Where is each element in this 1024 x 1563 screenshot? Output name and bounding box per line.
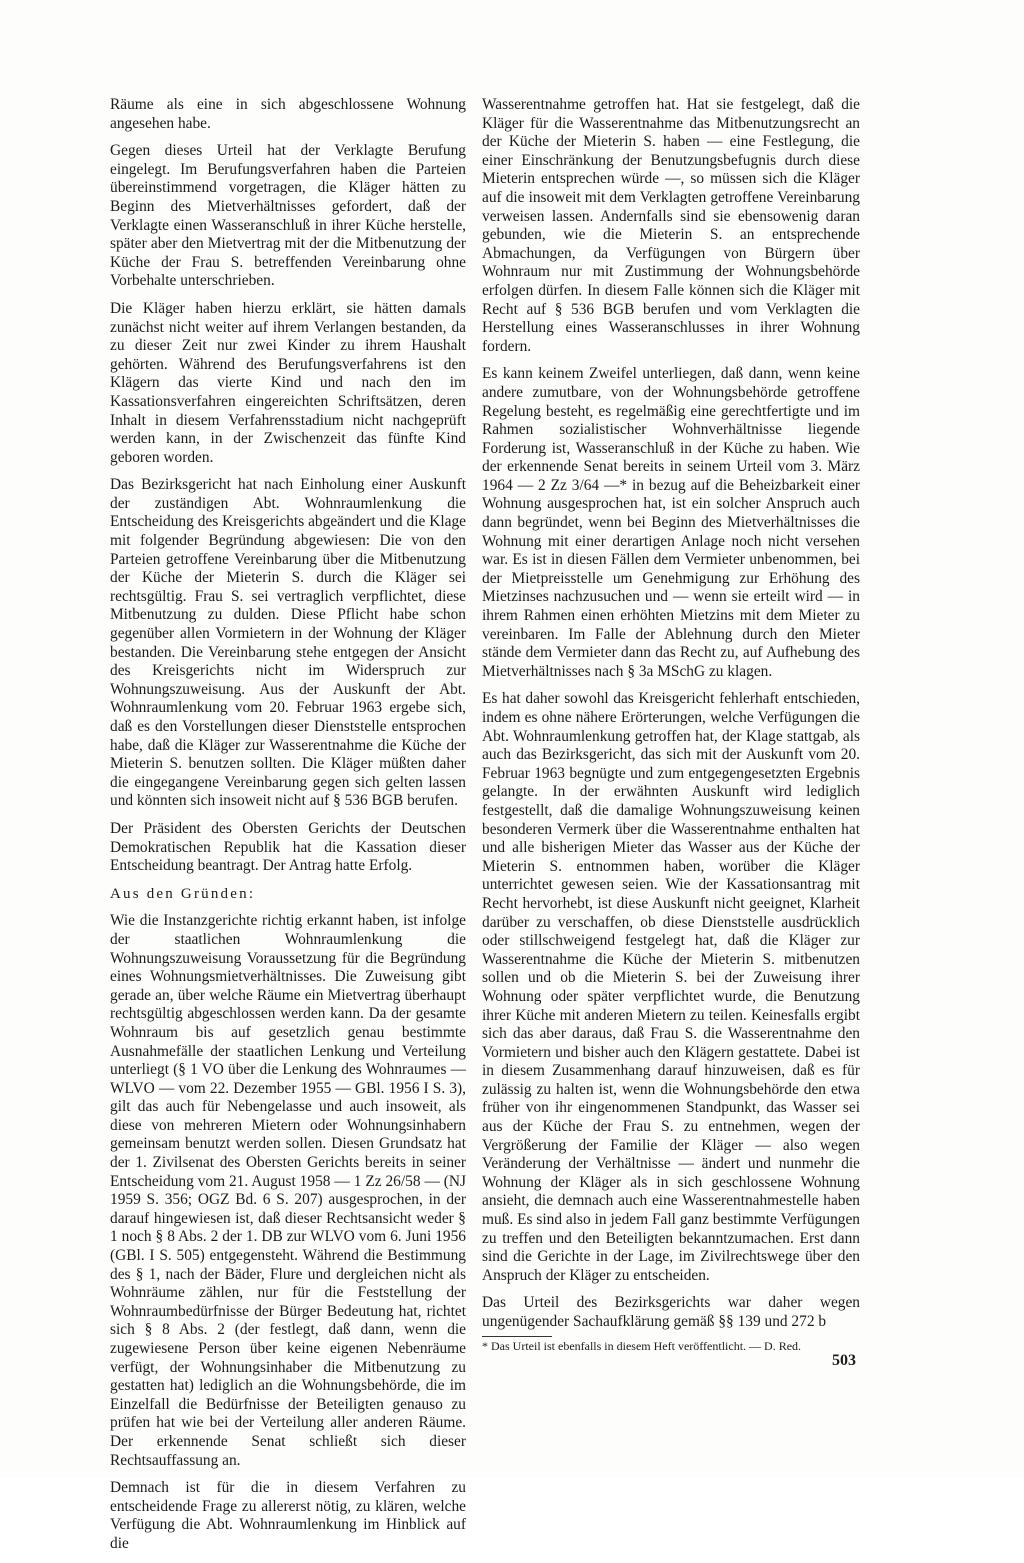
footnote-divider	[482, 1336, 552, 1337]
page-number: 503	[832, 1352, 856, 1369]
paragraph: Demnach ist für die in diesem Verfahren zu entscheidende Frage zu allererst nötig, zu klären, welche Verfügung die Abt. Wohnraumlenkung im Hinblick auf die	[110, 1479, 466, 1552]
paragraph: Die Kläger haben hierzu erklärt, sie hätten damals zunächst nicht weiter auf ihrem Verlangen bestanden, da zu dieser Zeit nur zwei Kinder zu ihrem Haushalt gehörten. Während des Berufungsverfahrens ist den Klägern das vierte Kind und nach den im Kassationsverfahren eingereichten Schriftsätzen, deren Inhalt in diesem Verfahrensstadium nicht nachgeprüft werden kann, in der Zwischenzeit das fünfte Kind geboren worden.	[110, 299, 466, 466]
right-column	[482, 96, 860, 1362]
paragraph: Räume als eine in sich abgeschlossene Wohnung angesehen habe.	[110, 96, 466, 132]
paragraph: Wie die Instanzgerichte richtig erkannt haben, ist infolge der staatlichen Wohnraumlenkung die Wohnungszuweisung Voraussetzung für die Begründung eines Wohnungsmietverhältnisses. Die Zuweisung gibt gerade an, über welche Räume ein Mietvertrag überhaupt rechtsgültig abgeschlossen werden kann. Da der gesamte Wohnraum bis auf gesetzlich genau bestimmte Ausnahmefälle der staatlichen Lenkung und Verteilung unterliegt (§ 1 VO über die Lenkung des Wohnraumes — WLVO — vom 22. Dezember 1955 — GBl. 1956 I S. 3), gilt das auch für Nebengelasse und auch insoweit, als diese von mehreren Mietern oder Wohnungsinhabern gemeinsam benutzt werden sollen. Diesen Grundsatz hat der 1. Zivilsenat des Obersten Gerichts bereits in seiner Entscheidung vom 21. August 1958 — 1 Zz 26/58 — (NJ 1959 S. 356; OGZ Bd. 6 S. 207) ausgesprochen, in der darauf hingewiesen ist, daß dieser Rechtsansicht weder § 1 noch § 8 Abs. 2 der 1. DB zur WLVO vom 6. Juni 1956 (GBl. I S. 505) entgegensteht. Während die Bestimmung des § 1, nach der Bäder, Flure und dergleichen nicht als Wohnräume zählen, nur für die Feststellung der Wohnraumbedürfnisse der Bürger Bedeutung hat, richtet sich § 8 Abs. 2 (der festlegt, daß dann, wenn die zugewiesene Person über keine eigenen Nebenräume verfügt, der Wohnungsinhaber die Mitbenutzung zu gestatten hat) lediglich an die Wohnungsbehörde, die im Einzelfall die Bedürfnisse der Beteiligten genauso zu prüfen hat wie bei der Verteilung aller anderen Räume. Der erkennende Senat schließt sich dieser Rechtsauffassung an.	[110, 912, 466, 1469]
left-column	[110, 96, 466, 1563]
footnote: * Das Urteil ist ebenfalls in diesem Heft veröffentlicht. — D. Red.	[482, 1338, 802, 1353]
paragraph: Es kann keinem Zweifel unterliegen, daß dann, wenn keine andere zumutbare, von der Wohnungsbehörde getroffene Regelung besteht, es regelmäßig eine gerechtfertigte und im Rahmen sozialistischer Wohnverhältnisse liegende Forderung ist, Wasseranschluß in der Küche zu haben. Wie der erkennende Senat bereits in seinem Urteil vom 3. März 1964 — 2 Zz 3/64 —* in bezug auf die Beheizbarkeit einer Wohnung ausgesprochen hat, ist ein solcher Anspruch auch dann begründet, wenn bei Beginn des Mietverhältnisses die Wohnung mit einer derartigen Anlage noch nicht versehen war. Es ist in diesen Fällen dem Vermieter unbenommen, bei der Mietpreisstelle um Genehmigung zur Erhöhung des Mietzinses nachzusuchen und — wenn sie erteilt wird — in ihrem Rahmen einen erhöhten Mietzins mit dem Mieter zu vereinbaren. Im Falle der Ablehnung durch den Mieter stände dem Vermieter dann das Recht zu, auf Aufhebung des Mietverhältnisses nach § 3a MSchG zu klagen.	[482, 365, 860, 680]
paragraph: Der Präsident des Obersten Gerichts der Deutschen Demokratischen Republik hat die Kassation dieser Entscheidung beantragt. Der Antrag hatte Erfolg.	[110, 819, 466, 875]
paragraph: Es hat daher sowohl das Kreisgericht fehlerhaft entschieden, indem es ohne nähere Erörterungen, welche Verfügungen die Abt. Wohnraumlenkung getroffen hat, der Klage stattgab, als auch das Bezirksgericht, das sich mit der Auskunft vom 20. Februar 1963 begnügte und zum entgegengesetzten Ergebnis gelangte. In der erwähnten Auskunft wird lediglich festgestellt, daß die damalige Wohnungszuweisung keinen besonderen Vermerk über die Wasserentnahme enthalten hat und alle bisherigen Mieter das Wasser aus der Küche der Mieterin S. entnommen haben, worüber die Kläger unterrichtet gewesen seien. Wie der Kassationsantrag mit Recht hervorhebt, ist diese Auskunft nicht geeignet, Klarheit darüber zu verschaffen, ob diese Dienststelle ausdrücklich oder stillschweigend festgelegt hat, daß die Kläger zur Wasserentnahme die Küche der Mieterin S. mitbenutzen sollen und ob die Mieterin S. bei der Zuweisung ihrer Wohnung oder später verpflichtet wurde, die Benutzung ihrer Küche mit anderen Mietern zu teilen. Keinesfalls ergibt sich das aber daraus, daß Frau S. die Wasserentnahme den Vormietern und bisher auch den Klägern gestattete. Dabei ist in diesem Zusammenhang darauf hinzuweisen, daß es für zulässig zu halten ist, wenn die Wohnungsbehörde den etwa früher von ihr eingenommenen Standpunkt, das Wasser sei aus der Küche der Frau S. zu entnehmen, wegen der Vergrößerung der Familie der Kläger — also wegen Veränderung der Verhältnisse — ändert und nunmehr die Wohnung der Kläger als in sich geschlossene Wohnung ansieht, die demnach auch eine Wasserentnahmestelle haben muß. Es sind also in jedem Fall ganz bestimmte Verfügungen zu treffen und den Beteiligten bekanntzumachen. Erst dann sind die Gerichte in der Lage, im Zivilrechtswege über den Anspruch der Kläger zu entscheiden.	[482, 690, 860, 1284]
paragraph: Das Urteil des Bezirksgerichts war daher wegen ungenügender Sachaufklärung gemäß §§ 139 und 272 b	[482, 1294, 860, 1330]
paragraph: Wasserentnahme getroffen hat. Hat sie festgelegt, daß die Kläger für die Wasserentnahme das Mitbenutzungsrecht an der Küche der Mieterin S. haben — eine Festlegung, die einer Einschränkung der Benutzungsbefugnis durch diese Mieterin entsprechen würde —, so müssen sich die Kläger auf die insoweit mit dem Verklagten getroffene Vereinbarung verweisen lassen. Andernfalls sind sie ebensowenig daran gebunden, wie die Mieterin S. an entsprechende Abmachungen, da Verfügungen von Bürgern über Wohnraum nur mit Zustimmung der Wohnungsbehörde erfolgen dürfen. In diesem Falle können sich die Kläger mit Recht auf § 536 BGB berufen und vom Verklagten die Herstellung eines Wasseranschlusses in ihrer Wohnung fordern.	[482, 96, 860, 355]
paragraph: Das Bezirksgericht hat nach Einholung einer Auskunft der zuständigen Abt. Wohnraumlenkung die Entscheidung des Kreisgerichts abgeändert und die Klage mit folgender Begründung abgewiesen: Die von den Parteien getroffene Vereinbarung über die Mitbenutzung der Küche der Mieterin S. durch die Kläger sei rechtsgültig. Frau S. sei vertraglich verpflichtet, diese Mitbenutzung zu dulden. Diese Pflicht habe schon gegenüber allen Vormietern in der Wohnung der Kläger bestanden. Die Vereinbarung stehe entgegen der Ansicht des Kreisgerichts nicht im Widerspruch zur Wohnungszuweisung. Aus der Auskunft der Abt. Wohnraumlenkung vom 20. Februar 1963 ergebe sich, daß es den Vorstellungen dieser Dienststelle entsprochen habe, daß die Kläger zur Wasserentnahme die Küche der Mieterin S. benutzen sollten. Die Kläger müßten daher die eingegangene Vereinbarung gegen sich gelten lassen und könnten sich insoweit nicht auf § 536 BGB berufen.	[110, 476, 466, 810]
section-heading: Aus den Gründen:	[110, 885, 256, 902]
paragraph: Gegen dieses Urteil hat der Verklagte Berufung eingelegt. Im Berufungsverfahren haben die Parteien übereinstimmend vorgetragen, die Kläger hätten zu Beginn des Mietverhältnisses gefordert, daß der Verklagte einen Wasseranschluß in ihrer Küche herstelle, später aber den Mietvertrag mit der die Mitbenutzung der Küche der Frau S. betreffenden Vereinbarung ohne Vorbehalte unterschrieben.	[110, 142, 466, 290]
